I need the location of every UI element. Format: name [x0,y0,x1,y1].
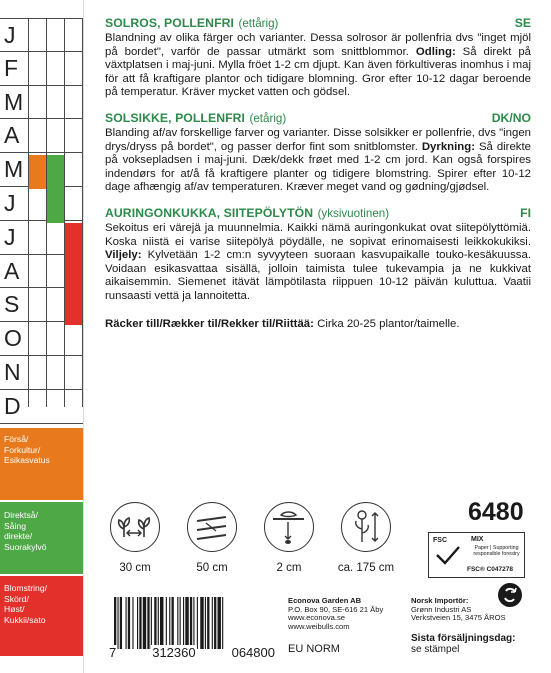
legend-line: Direktså/ [4,510,38,520]
body-keyword: Odling: [415,45,456,58]
barcode-bar [160,597,163,649]
barcode-bar [185,597,188,649]
body-text: Blandning av olika färger och varianter. Dessa solrosor är pollenfria dvs "inget mjöl på bordet", varför de passar utmärkt som snittblommor. [105,32,531,58]
section-body [105,32,531,100]
legend-direct-sow [0,502,83,574]
legend-sow [0,428,83,500]
barcode-bar [151,597,152,649]
barcode-bar [154,597,156,649]
sowing-depth-icon [264,502,314,552]
barcode-bar [120,597,122,649]
month-row [0,18,83,52]
month-row [0,119,83,153]
row-spacing-icon [110,502,160,552]
importer-name: Grønn Industri AS [411,604,472,614]
barcode-bar [197,597,198,649]
barcode-bar [222,597,223,649]
section-fi [105,204,531,304]
body-text: Så direkte på voksepladsen i maj-juni. Dæk/dekk frøet med 1-2 cm jord. Kan også forspires indendørs for at/å få kraftigere planter og tidigere blomstring. Spirer efter 10-12 dage afhængig af/av temperaturen. Kræver meget vand og gødning/gjødsel. [105,140,532,194]
barcode-bar [183,597,184,649]
fsc-code: FSC® C047278 [467,566,513,573]
month-letter: A [4,122,20,149]
yield-value: Cirka 20-25 plantor/taimelle. [313,317,460,330]
barcode-digit-group: 7 [109,645,117,660]
barcode-bar [193,597,194,649]
barcode-bar [218,597,221,649]
barcode-bar [114,597,116,649]
month-letter: J [4,22,16,48]
product-name: SOLSIKKE, POLLENFRI [105,110,246,125]
heading-title [105,14,278,32]
eu-norm: EU NORM [288,643,340,655]
product-name: SOLROS, POLLENFRI [105,16,234,30]
product-type: (etårig) [249,111,287,125]
legend-line: Såing [4,520,26,531]
recycle-icon [498,583,522,607]
company-address: P.O. Box 90, SE-616 21 Åby [288,604,384,614]
divider [83,0,84,673]
plant-spacing-icon [187,502,237,552]
heading-title [105,204,389,222]
legend-line: Blomstring/ [4,583,47,593]
barcode-bar [126,597,127,649]
month-letter: O [4,325,22,352]
barcode-bar [139,597,141,649]
barcode-bar [214,597,216,649]
yield-info [105,318,531,330]
body-text: Kylvetään 1-2 cm:n syvyyteen suoraan kasvupaikalle touko-kesäkuussa. Voidaan esikasvattaa sisällä, jolloin taimista tulee tukevampia ja ne kukkivat aikaisemmin. Siemenet itävät lämpötilasta riippuen 10-12 päivän kuluttua. Vaatii runsaasti vettä ja lannoitetta. [105,249,531,302]
barcode-bar [190,597,192,649]
barcode [108,597,276,659]
barcode-bars [108,597,276,649]
month-letter: A [4,257,20,284]
body-keyword: Viljely: [105,249,142,262]
section-se [105,14,531,100]
seed-packet-text [105,14,531,330]
cultivation-icons [105,502,405,582]
barcode-bar [166,597,167,649]
barcode-bar [200,597,203,649]
section-heading [105,204,531,222]
section-heading [105,109,531,127]
barcode-bar [117,597,118,649]
fsc-paper: Paper | Supporting responsible forestry [473,545,520,557]
sowing-calendar [0,0,83,673]
legend-line: Förså/ [4,434,29,444]
product-type: (ettårig) [238,17,279,30]
barcode-bar [132,597,133,649]
company-website: www.econova.se [288,613,345,623]
month-letter: F [4,54,19,81]
body-keyword: Dyrkning: [421,140,475,153]
company-name: Econova Garden AB [288,596,362,605]
icon-label: ca. 175 cm [337,562,395,574]
month-letter: J [4,189,16,216]
barcode-bar [177,597,178,649]
plant-height-icon [341,502,391,552]
company-info [288,597,383,631]
barcode-bar [158,597,159,649]
legend-line: direkte/ [4,531,33,541]
month-row [0,52,83,86]
product-type: (yksivuotinen) [317,206,390,220]
language-code: SE [514,16,531,30]
barcode-bar [169,597,170,649]
month-row [0,86,83,120]
body-text: Så direkt på växtplatsen i maj-juni. Mylla fröet 1-2 cm djupt. Kan även förkultiveras inomhus i maj för att få kraftigare plantor och tidigare blomning. Gror efter 10-12 dagar beroende på temperatur. Kräver mycket vatten och gödsel. [105,45,531,99]
section-body [105,222,531,304]
month-row [0,356,83,390]
grid-line [28,18,29,407]
legend-line: Esikasvatus [4,455,50,465]
importer-info [411,597,506,623]
month-row [0,322,83,356]
icon-label: 2 cm [276,562,302,574]
barcode-bar [147,597,149,649]
barcode-bar [137,597,138,649]
barcode-bar [205,597,206,649]
last-sale-value: se stämpel [411,644,460,655]
language-code: DK/NO [491,110,531,125]
barcode-bar [180,597,181,649]
legend-line: Høst/ [4,604,25,614]
month-letter: S [4,291,20,318]
company-website: www.weibulls.com [288,621,350,631]
direct-sow-bar [47,155,64,223]
month-letter: J [4,223,16,250]
heading-title [105,109,286,127]
fsc-mix: MIX [471,536,484,543]
barcode-bar [207,597,209,649]
last-sale-date [411,633,515,655]
month-letter: M [4,156,24,183]
month-letter: N [4,358,21,385]
month-row [0,390,83,424]
legend-bloom [0,576,83,656]
legend-line: Suorakylvö [4,541,47,552]
body-text: Sekoitus eri värejä ja muunnelmia. Kaikki nämä auringonkukat ovat siitepölyttömiä. Koska niistä ei varise siitepölyä pöydälle, ne sopivat erinomaisesti leikkokukiksi. [105,221,531,248]
fsc-label [428,532,525,578]
icon-label: 30 cm [119,562,151,574]
barcode-digit-group: 064800 [231,645,275,660]
icon-label: 50 cm [196,562,228,574]
month-row [0,187,83,221]
importer-address: Verkstveien 15, 3475 ÅROS [411,613,506,623]
barcode-digits [108,645,276,660]
month-letter: D [4,392,21,419]
product-code: 6480 [468,498,524,526]
barcode-bar [143,597,146,649]
section-dk-no [105,109,531,195]
importer-label: Norsk Importör: [411,596,469,605]
legend-line: Skörd/ [4,593,29,604]
sow-indoors-bar [29,155,46,189]
bloom-bar [65,223,82,325]
barcode-bar [172,597,174,649]
month-letter: M [4,88,24,115]
legend-line: Kukkii/sato [4,614,46,625]
barcode-bar [212,597,213,649]
section-heading [105,14,531,32]
legend-line: Forkultur/ [4,444,41,455]
product-name: AURINGONKUKKA, SIITEPÖLYTÖN [105,205,314,220]
body-text: Blanding af/av forskellige farver og varianter. Disse solsikker er pollenfrie, dvs "ingen drys/dryss på bordet", og passer derfor fint som snitblomster. [105,126,531,153]
yield-label: Räcker till/Rækker til/Rekker til/Riittää: [105,317,314,330]
fsc-tree-icon [435,545,461,565]
section-body [105,127,531,195]
fsc-logo-text: FSC [433,537,447,544]
barcode-bar [128,597,130,649]
grid-line [64,18,65,407]
month-grid [0,18,83,424]
barcode-digit-group: 312360 [152,645,196,660]
last-sale-label: Sista försäljningsdag: [411,633,516,644]
language-code: FI [520,205,531,220]
